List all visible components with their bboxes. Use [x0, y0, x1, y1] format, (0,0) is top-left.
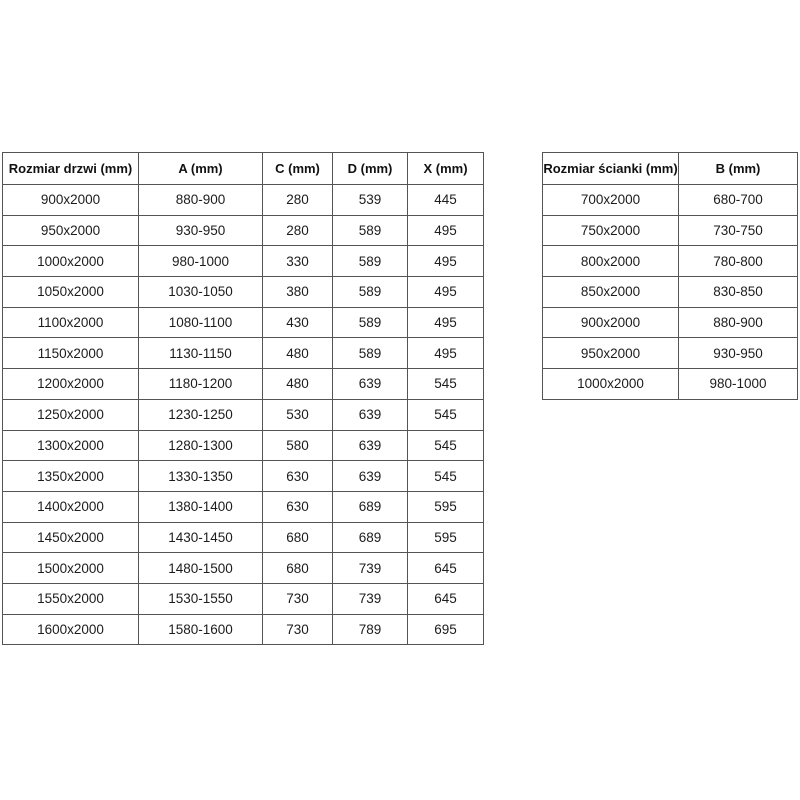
table-cell: 730	[263, 614, 333, 645]
table-cell: 645	[408, 553, 484, 584]
table-cell: 980-1000	[139, 246, 263, 277]
table-cell: 830-850	[679, 277, 798, 308]
table-cell: 1280-1300	[139, 430, 263, 461]
table-cell: 595	[408, 491, 484, 522]
table-cell: 445	[408, 185, 484, 216]
table-cell: 639	[333, 430, 408, 461]
table-cell: 1150x2000	[3, 338, 139, 369]
table-cell: 1550x2000	[3, 583, 139, 614]
table-cell: 780-800	[679, 246, 798, 277]
table-cell: 589	[333, 215, 408, 246]
table-cell: 1230-1250	[139, 399, 263, 430]
table-cell: 980-1000	[679, 369, 798, 400]
column-header: Rozmiar drzwi (mm)	[3, 153, 139, 185]
table-cell: 900x2000	[3, 185, 139, 216]
table-cell: 1000x2000	[543, 369, 679, 400]
table-row	[3, 553, 484, 584]
table-cell: 930-950	[139, 215, 263, 246]
table-cell: 589	[333, 307, 408, 338]
table-row	[3, 522, 484, 553]
table-row	[3, 185, 484, 216]
table-cell: 639	[333, 461, 408, 492]
table-cell: 545	[408, 430, 484, 461]
table-cell: 739	[333, 553, 408, 584]
table-row	[543, 185, 798, 216]
table-cell: 739	[333, 583, 408, 614]
table-cell: 700x2000	[543, 185, 679, 216]
table-cell: 545	[408, 369, 484, 400]
column-header: B (mm)	[679, 153, 798, 185]
table-cell: 1330-1350	[139, 461, 263, 492]
column-header: Rozmiar ścianki (mm)	[543, 153, 679, 185]
table-cell: 689	[333, 522, 408, 553]
table-cell: 730-750	[679, 215, 798, 246]
table-cell: 539	[333, 185, 408, 216]
wall-size-table	[542, 152, 798, 400]
table-cell: 589	[333, 246, 408, 277]
table-row	[543, 338, 798, 369]
table-cell: 545	[408, 461, 484, 492]
table-cell: 1030-1050	[139, 277, 263, 308]
table-cell: 930-950	[679, 338, 798, 369]
table-cell: 1500x2000	[3, 553, 139, 584]
table-row	[543, 307, 798, 338]
table-row	[3, 307, 484, 338]
table-cell: 800x2000	[543, 246, 679, 277]
table-cell: 495	[408, 277, 484, 308]
table-cell: 680	[263, 553, 333, 584]
table-cell: 950x2000	[3, 215, 139, 246]
table-cell: 495	[408, 307, 484, 338]
table-row	[543, 277, 798, 308]
table-row	[3, 583, 484, 614]
table-row	[3, 369, 484, 400]
table-row	[543, 369, 798, 400]
table-cell: 1300x2000	[3, 430, 139, 461]
table-cell: 595	[408, 522, 484, 553]
table-cell: 1530-1550	[139, 583, 263, 614]
table-cell: 630	[263, 461, 333, 492]
table-cell: 1400x2000	[3, 491, 139, 522]
table-row	[3, 614, 484, 645]
table-cell: 880-900	[139, 185, 263, 216]
table-cell: 1350x2000	[3, 461, 139, 492]
column-header: X (mm)	[408, 153, 484, 185]
table-cell: 1100x2000	[3, 307, 139, 338]
table-cell: 330	[263, 246, 333, 277]
table-cell: 850x2000	[543, 277, 679, 308]
table-cell: 1050x2000	[3, 277, 139, 308]
table-cell: 880-900	[679, 307, 798, 338]
wall-table-header-row	[543, 153, 798, 185]
table-cell: 645	[408, 583, 484, 614]
table-cell: 1130-1150	[139, 338, 263, 369]
table-cell: 695	[408, 614, 484, 645]
table-row	[3, 277, 484, 308]
table-cell: 1580-1600	[139, 614, 263, 645]
table-cell: 1430-1450	[139, 522, 263, 553]
table-row	[543, 246, 798, 277]
table-row	[3, 430, 484, 461]
table-cell: 639	[333, 399, 408, 430]
column-header: C (mm)	[263, 153, 333, 185]
table-cell: 480	[263, 338, 333, 369]
table-cell: 380	[263, 277, 333, 308]
table-row	[543, 215, 798, 246]
table-cell: 495	[408, 246, 484, 277]
table-cell: 280	[263, 185, 333, 216]
door-size-table	[2, 152, 484, 645]
table-row	[3, 338, 484, 369]
table-cell: 589	[333, 277, 408, 308]
table-cell: 680	[263, 522, 333, 553]
table-cell: 950x2000	[543, 338, 679, 369]
table-cell: 1450x2000	[3, 522, 139, 553]
table-cell: 630	[263, 491, 333, 522]
table-cell: 1480-1500	[139, 553, 263, 584]
table-cell: 1380-1400	[139, 491, 263, 522]
table-row	[3, 461, 484, 492]
table-cell: 530	[263, 399, 333, 430]
table-cell: 580	[263, 430, 333, 461]
table-cell: 495	[408, 215, 484, 246]
table-cell: 1600x2000	[3, 614, 139, 645]
table-cell: 1080-1100	[139, 307, 263, 338]
door-table-header-row	[3, 153, 484, 185]
table-row	[3, 491, 484, 522]
table-cell: 1180-1200	[139, 369, 263, 400]
table-cell: 495	[408, 338, 484, 369]
table-row	[3, 246, 484, 277]
table-row	[3, 215, 484, 246]
table-cell: 1250x2000	[3, 399, 139, 430]
table-cell: 280	[263, 215, 333, 246]
table-cell: 639	[333, 369, 408, 400]
table-cell: 480	[263, 369, 333, 400]
table-cell: 750x2000	[543, 215, 679, 246]
table-cell: 1000x2000	[3, 246, 139, 277]
table-cell: 430	[263, 307, 333, 338]
table-cell: 1200x2000	[3, 369, 139, 400]
table-row	[3, 399, 484, 430]
table-cell: 589	[333, 338, 408, 369]
table-cell: 545	[408, 399, 484, 430]
table-cell: 789	[333, 614, 408, 645]
table-cell: 689	[333, 491, 408, 522]
table-cell: 730	[263, 583, 333, 614]
column-header: D (mm)	[333, 153, 408, 185]
column-header: A (mm)	[139, 153, 263, 185]
table-cell: 900x2000	[543, 307, 679, 338]
table-cell: 680-700	[679, 185, 798, 216]
